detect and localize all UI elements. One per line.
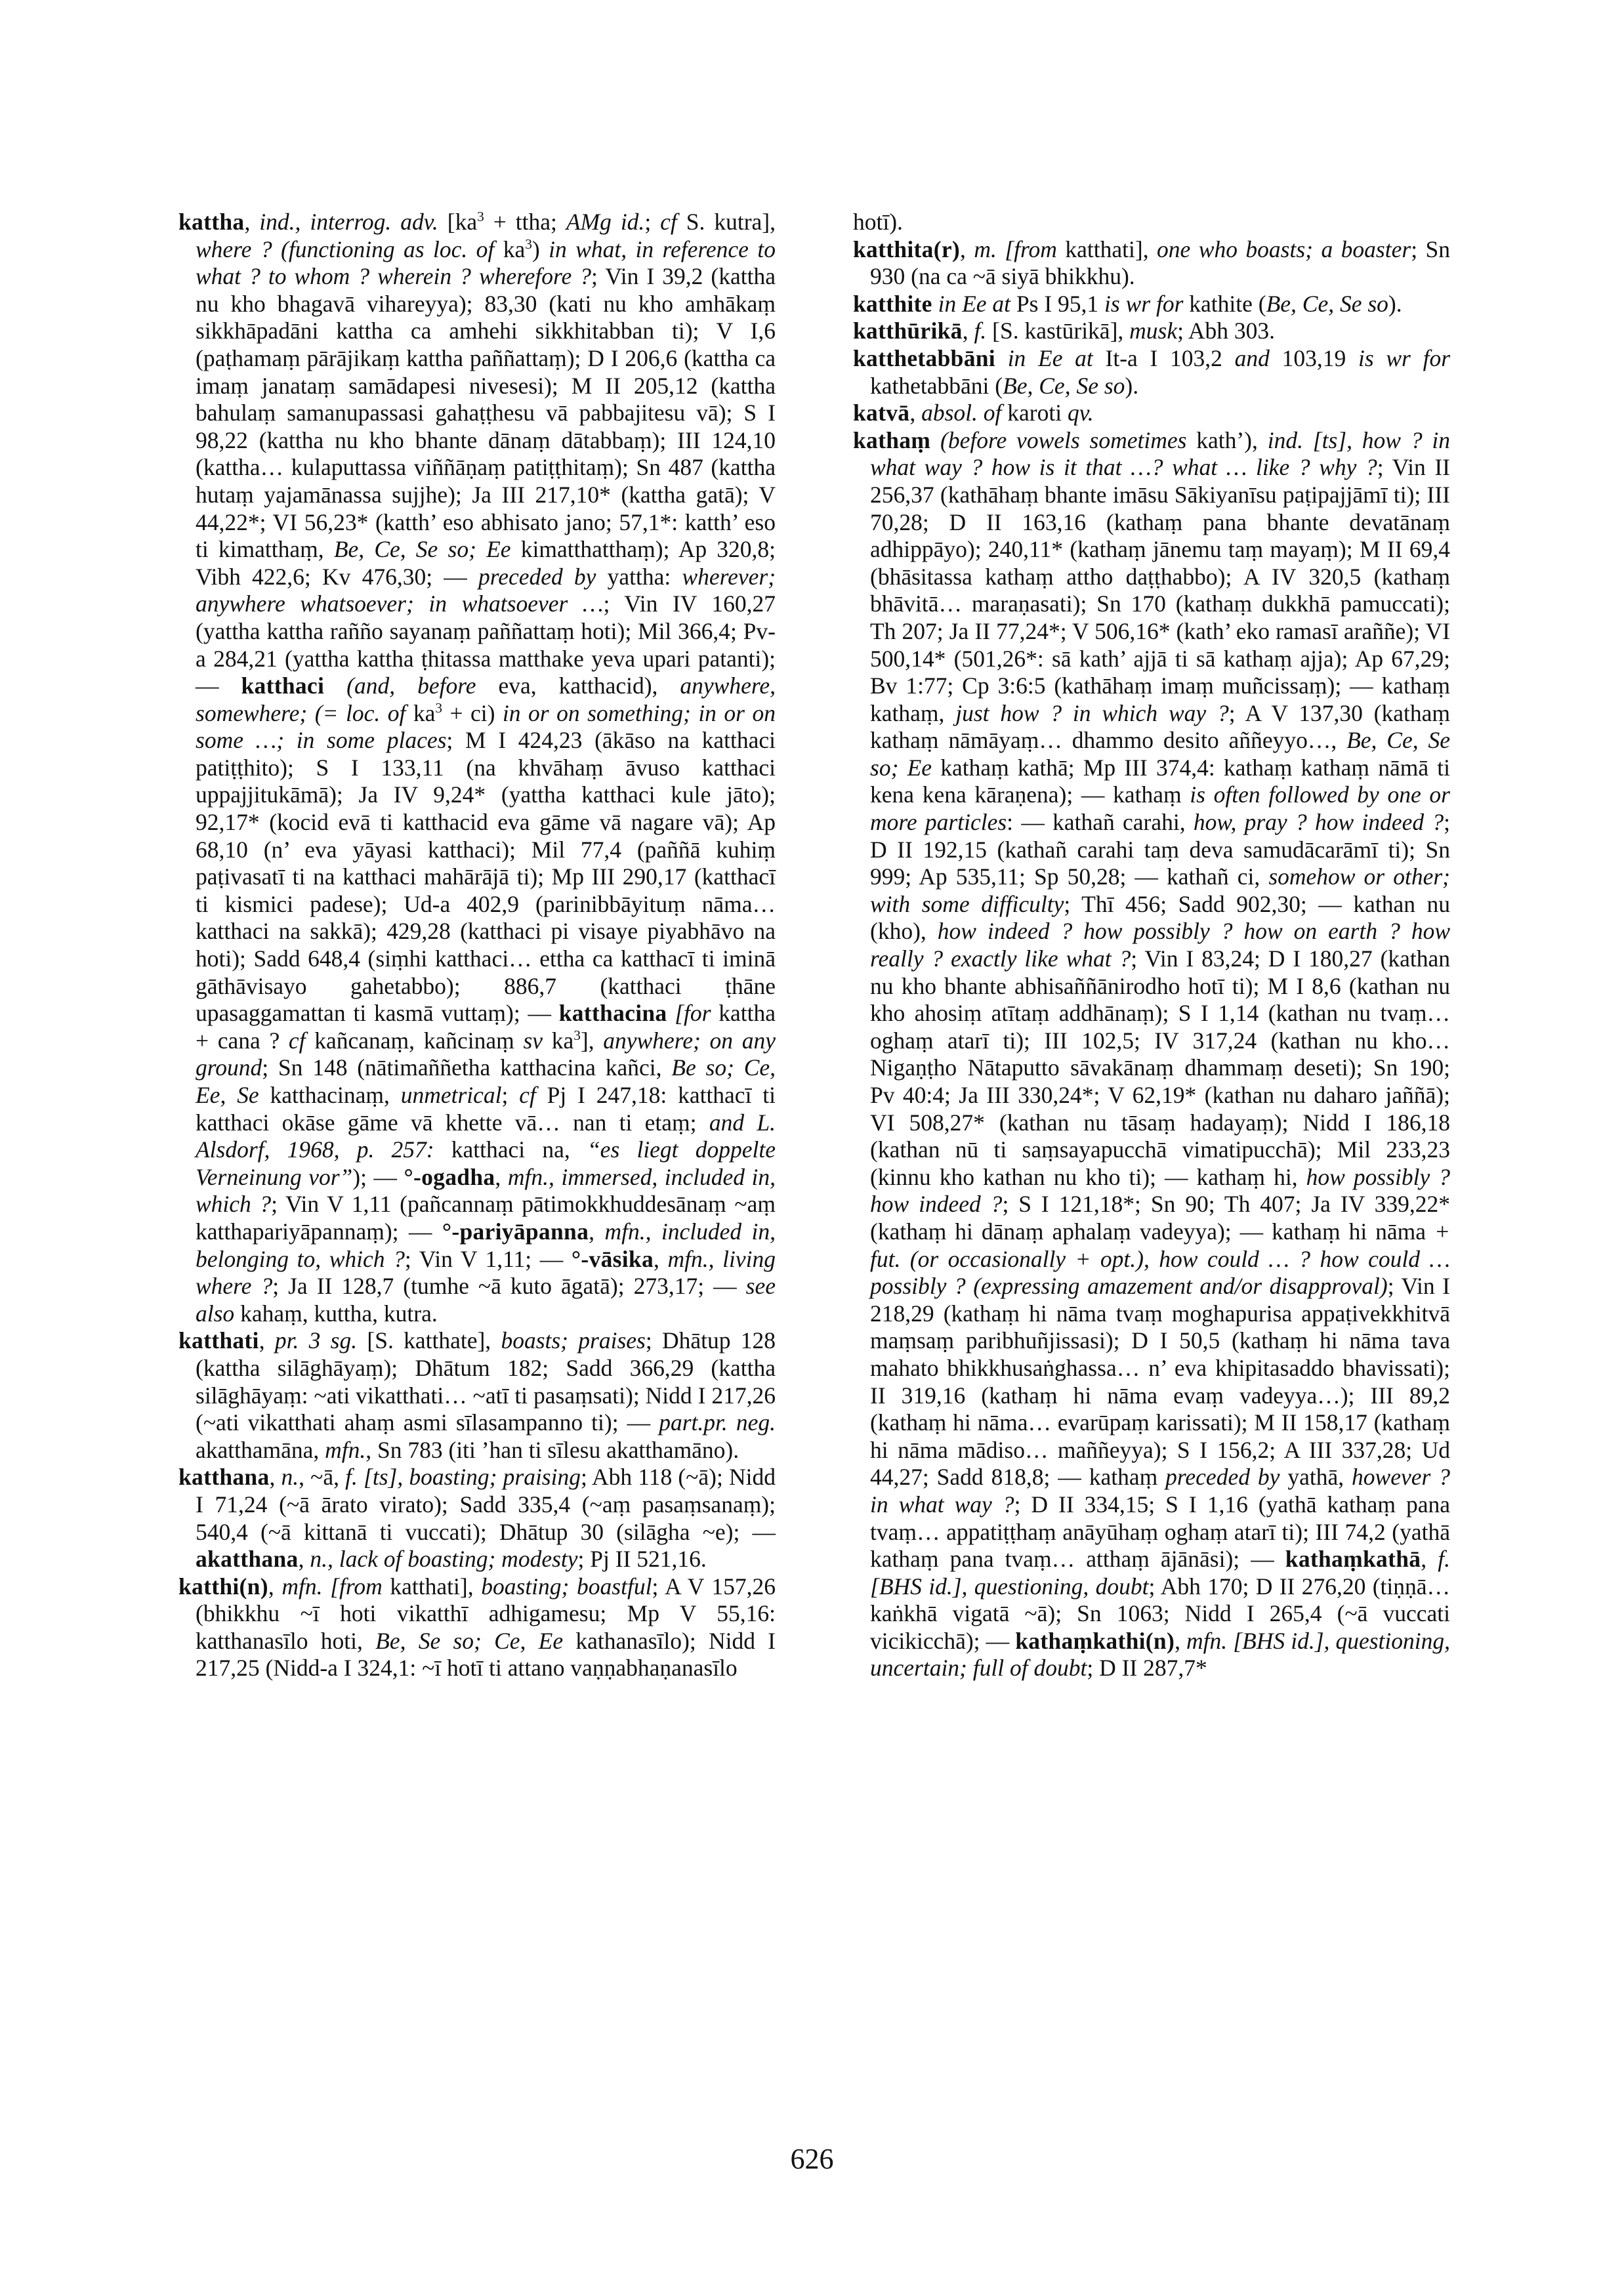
entry-text: 3 bbox=[435, 699, 442, 716]
entry-text: katthaci na, bbox=[434, 1136, 587, 1163]
entry-text: , bbox=[962, 318, 974, 344]
dictionary-entry bbox=[853, 345, 1450, 400]
entry-text: in what, in reference to what ? to whom ? wherein ? wherefore ? bbox=[196, 236, 776, 290]
entry-text: is wr for bbox=[1104, 290, 1184, 317]
entry-headword: katthi(n) bbox=[178, 1573, 268, 1600]
entry-text: ). bbox=[1388, 290, 1402, 317]
entry-text: in Ee at bbox=[938, 290, 1011, 317]
entry-text: : — kathañ carahi, bbox=[1007, 809, 1194, 836]
entry-text: ; Vin II 256,37 (kathāhaṃ bhante imāsu Sākiyanīsu paṭipajjāmī ti); III 70,28; D II 163,16 (kathaṃ pana bhante devatānaṃ adhippāyo); 240,11* (kathaṃ jānemu taṃ mayaṃ); M II 69,4 (bhāsitassa kathaṃ attho daṭṭhabbo); A IV 320,5 (kathaṃ bhāvitā… maraṇasati); Sn 170 (kathaṃ dukkhā pamuccati); Th 207; Ja II 77,24*; V 506,16* (kath’ eko ramasī araññe); VI 500,14* (501,26*: sā kath’ ajjā ti sā kathaṃ ajja); Ap 67,29; Bv 1:77; Cp 3:6:5 (kathāhaṃ imaṃ muñcissaṃ); — kathaṃ kathaṃ, bbox=[870, 454, 1450, 726]
entry-text: (and, before bbox=[324, 672, 476, 699]
entry-text: cf bbox=[288, 1027, 306, 1054]
entry-text: f. [ts], boasting; praising bbox=[345, 1464, 581, 1491]
entry-headword: katthūrikā bbox=[853, 318, 963, 344]
entry-text: kahaṃ, kuttha, kutra. bbox=[234, 1300, 438, 1327]
entry-text: wherever; anywhere whatsoever; in whatsoever … bbox=[196, 563, 776, 617]
entry-headword: katvā bbox=[853, 400, 910, 426]
sub-headword: °-ogadha bbox=[404, 1163, 495, 1190]
entry-text: ; A V 137,30 (kathaṃ kathaṃ nāmāyaṃ… dhammo desito aññeyyo…, bbox=[870, 699, 1450, 754]
entry-text: , bbox=[268, 1573, 282, 1600]
entry-text bbox=[932, 291, 938, 317]
sub-headword: kathaṃkathā bbox=[1285, 1546, 1421, 1573]
entry-text: eva, katthacid), bbox=[476, 672, 680, 699]
entry-text: + ci) bbox=[442, 699, 503, 726]
dictionary-entry bbox=[178, 209, 776, 1327]
entry-text bbox=[930, 427, 940, 453]
dictionary-entry bbox=[853, 318, 1450, 345]
entry-text: ind., interrog. adv. bbox=[259, 209, 438, 235]
entry-text: ka bbox=[494, 236, 526, 262]
entry-text: however ? in what way ? bbox=[870, 1464, 1451, 1518]
entry-text: ; Vin I 83,24; D I 180,27 (kathan nu kho bhante abhisaññānirodho hotī ti); M I 8,6 (kathan nu kho ahosiṃ atītaṃ addhānaṃ); S I 1,14 (kathan nu tvaṃ… oghaṃ atarī ti); III 102,5; IV 317,24 (kathan nu kho… Nigaṇṭho Nātaputto sāvakānaṃ dhammaṃ deseti); Sn 190; Pv 40:4; Ja III 330,24*; V 62,19* (kathan nu daharo jaññā); VI 508,27* (kathan nu tāsaṃ hadayaṃ); Nidd I 186,18 (kathan nū ti saṃsayapucchā vimatipucchā); Mil 233,23 (kinnu kho kathan nu kho ti); — kathaṃ hi, bbox=[870, 945, 1450, 1190]
entry-text: , bbox=[960, 236, 974, 262]
entry-text: is wr for bbox=[1358, 344, 1451, 371]
entry-headword: katthana bbox=[178, 1464, 270, 1491]
left-column bbox=[178, 209, 776, 1682]
entry-text: 3 bbox=[477, 209, 484, 225]
entry-text: preceded by bbox=[1165, 1464, 1280, 1491]
entry-text: ; S I 121,18*; Sn 90; Th 407; Ja IV 339,22* (kathaṃ hi dānaṃ aphalaṃ vadeyya); — kathaṃ hi nāma bbox=[870, 1191, 1450, 1245]
entry-text: kath’), bbox=[1186, 426, 1268, 453]
entry-text: , bbox=[909, 400, 922, 426]
entry-text: ; Abh 303. bbox=[1177, 318, 1276, 344]
entry-text: + ttha; bbox=[484, 209, 566, 235]
sub-headword: katthaci bbox=[241, 672, 325, 699]
entry-text: ) bbox=[531, 236, 549, 262]
entry-text: mfn., immersed, included in, which ? bbox=[196, 1163, 776, 1218]
entry-text: Be, Ce, Se so bbox=[1266, 290, 1388, 317]
entry-text: , Sn 783 (iti ’han ti sīlesu akatthamāno). bbox=[365, 1436, 739, 1463]
entry-text: ; Dhātup 128 (kattha silāghāyaṃ); Dhātum 182; Sadd 366,29 (kattha silāghāyaṃ: ~ati vikatthati… ~atī ti pasaṃsati); Nidd I 217,26 (~ati vikatthati ahaṃ asmi sīlasampanno ti); — bbox=[196, 1327, 776, 1436]
entry-text: ; D II 192,15 (kathañ carahi taṃ deva samudācarāmī ti); Sn 999; Ap 535,11; Sp 50,28; — kathañ ci, bbox=[870, 809, 1451, 890]
entry-text: m. [from bbox=[974, 236, 1057, 262]
entry-text: Pj I 247,18: katthacī ti katthaci okāse gāme vā khette vā… nan ti etaṃ; bbox=[196, 1082, 776, 1136]
entry-text: in or on something; in or on some …; in some places bbox=[196, 699, 776, 754]
entry-text: ; Vin V 1,11 (pañcannaṃ pātimokkhuddesānaṃ ~aṃ katthapariyāpannaṃ); — bbox=[196, 1191, 776, 1245]
entry-text: n. bbox=[281, 1464, 299, 1491]
entry-text: [S. katthate], bbox=[357, 1327, 501, 1354]
entry-text: sv bbox=[523, 1027, 543, 1054]
entry-text: boasts; praises bbox=[501, 1327, 646, 1354]
entry-text: , ~ā, bbox=[299, 1464, 346, 1491]
entry-text: mfn. [from bbox=[281, 1573, 383, 1600]
entry-text: ; Vin I 218,29 (kathaṃ hi nāma tvaṃ moghapurisa appaṭivekkhitvā maṃsaṃ paribhuñjissasi); D I 50,5 (kathaṃ hi nāma tava mahato bhikkhusaṅghassa… n’ eva khipitasaddo bhavissati); II 319,16 (kathaṃ hi nāma evaṃ vadeyya…); III 89,2 (kathaṃ hi nāma… evarūpaṃ karissati); M II 158,17 (kathaṃ hi nāma mādiso… maññeyya); S I 156,2; A III 337,28; Ud 44,27; Sadd 818,8; — kathaṃ bbox=[870, 1273, 1450, 1491]
entry-text: , bbox=[589, 1218, 605, 1245]
entry-text: ; Vin I 39,2 (kattha nu kho bhagavā vihareyya); 83,30 (kati nu kho amhākaṃ sikkhāpadāni kattha ca amhehi sikkhitabban ti); V I,6 (paṭhamaṃ pārājikaṃ kattha paññattaṃ); D I 206,6 (kattha ca imaṃ janataṃ samādapesi nivesesi); M II 205,12 (kattha bahulaṃ samanupassasi gahaṭṭhesu vā pabbajitesu vā); S I 98,22 (kattha nu kho bhante dānaṃ dātabbaṃ); III 124,10 (kattha… kulaputtassa viññāṇaṃ patiṭṭhitaṃ); Sn 487 (kattha hutaṃ yajamānassa sujjhe); Ja III 217,10* (kattha gatā); V 44,22*; VI 56,23* (katth’ eso abhisato jano; 57,1*: katth’ eso ti kimatthaṃ, bbox=[196, 263, 776, 563]
entry-text: kathanasīlo); Nidd I 217,25 (Nidd-a I 324,1: ~ī hotī ti attano vaṇṇabhaṇanasīlo bbox=[196, 1627, 776, 1682]
entry-headword: kathaṃ bbox=[853, 426, 931, 453]
entry-text: hotī). bbox=[853, 209, 903, 235]
entry-text: n., lack of boasting; modesty bbox=[310, 1546, 578, 1573]
entry-text: ; Thī 456; Sadd 902,30; — kathan nu (kho), bbox=[870, 890, 1450, 945]
entry-text: AMg id. bbox=[566, 209, 645, 235]
entry-text: see also bbox=[196, 1273, 776, 1327]
entry-headword: katthati bbox=[178, 1327, 259, 1354]
entry-text: Be, Se so; Ce, Ee bbox=[375, 1627, 564, 1654]
entry-text: mfn. bbox=[325, 1436, 366, 1463]
entry-text: how, pray ? how indeed ? bbox=[1193, 809, 1444, 836]
entry-text: kathetabbāni ( bbox=[870, 372, 1003, 399]
entry-headword: kattha bbox=[178, 209, 245, 235]
entry-text: just how ? in which way ? bbox=[955, 699, 1229, 726]
entry-text: Ps I 95,1 bbox=[1010, 290, 1105, 317]
entry-text: absol. of bbox=[921, 400, 1002, 426]
entry-text: kathaṃ kathā; Mp III 374,4: kathaṃ kathaṃ nāmā ti kena kena kāraṇena); — kathaṃ bbox=[870, 754, 1450, 808]
entry-text: katthati], bbox=[382, 1573, 482, 1600]
entry-text: mfn., included in, belonging to, which ? bbox=[196, 1218, 776, 1272]
entry-text: ). bbox=[1125, 372, 1139, 399]
entry-text: ; M I 424,23 (ākāso na katthaci patiṭṭhito); S I 133,11 (na khvāhaṃ āvuso katthaci uppajjitukāmā); Ja IV 9,24* (yattha katthaci kule jāto); 92,17* (kocid evā ti katthacid eva gāme vā nagare vā); Ap 68,10 (n’ eva yāyasi katthaci); Mil 77,4 (paññā kuhiṃ paṭivasatī ti na katthaci mahārājā ti); Mp III 290,17 (katthacī ti kismici padese); Ud-a 402,9 (parinibbāyituṃ nāma… katthaci na sakkā); 429,28 (katthaci pi visaye piyabhāvo na hoti); Sadd 648,4 (siṃhi katthaci… ettha ca katthacī ti iminā gāthāvisayo gahetabbo); 886,7 (katthaci ṭhāne upasaggamattan ti kasmā vuttaṃ); — bbox=[196, 727, 776, 1027]
dictionary-entry bbox=[853, 427, 1450, 1682]
entry-text: unmetrical bbox=[400, 1082, 502, 1108]
entry-text: ); — bbox=[352, 1163, 404, 1190]
entry-text: katthacinaṃ, bbox=[259, 1082, 401, 1108]
entry-text: , bbox=[1421, 1546, 1438, 1573]
entry-text: [S. kastūrikā], bbox=[986, 318, 1130, 344]
entry-text: ; Vin V 1,11; — bbox=[404, 1245, 572, 1272]
sub-headword: katthacina bbox=[558, 1000, 667, 1027]
entry-text: anywhere; on any ground bbox=[196, 1027, 776, 1081]
entry-text: 3 bbox=[573, 1027, 581, 1043]
entry-text: ; Pj II 521,16. bbox=[577, 1546, 707, 1573]
entry-text: ; Sn 148 (nātimaññetha katthacina kañci, bbox=[262, 1054, 672, 1081]
entry-text: one who boasts; a boaster bbox=[1157, 236, 1411, 262]
entry-headword: katthite bbox=[853, 290, 932, 317]
entry-text: musk bbox=[1129, 318, 1178, 344]
entry-text: pr. 3 sg. bbox=[274, 1327, 358, 1354]
dictionary-entry bbox=[853, 209, 1450, 236]
entry-text: ; bbox=[644, 209, 661, 235]
entry-text: , bbox=[298, 1546, 310, 1573]
entry-text: + fut. (or occasionally + opt.), how could … ? how could … possibly ? (expressing amazement and/or disapproval) bbox=[870, 1218, 1450, 1300]
entry-text: in Ee at bbox=[1007, 344, 1093, 371]
sub-headword: °-pariyāpanna bbox=[442, 1218, 589, 1245]
dictionary-entry bbox=[853, 400, 1450, 427]
entry-text: ka bbox=[543, 1027, 574, 1054]
entry-text: part.pr. neg. bbox=[659, 1409, 776, 1436]
entry-text: , bbox=[259, 1327, 275, 1354]
entry-text: 3 bbox=[525, 236, 532, 252]
entry-text: ; D II 287,7* bbox=[1087, 1655, 1207, 1682]
entry-text: kimatthatthaṃ); Ap 320,8; Vibh 422,6; Kv 476,30; — bbox=[196, 536, 776, 590]
dictionary-entry bbox=[178, 1573, 776, 1682]
entry-text: katthati], bbox=[1056, 236, 1157, 262]
dictionary-entry bbox=[178, 1464, 776, 1573]
entry-text: qv. bbox=[1067, 400, 1094, 426]
dictionary-entry bbox=[178, 1327, 776, 1464]
entry-text: kattha + cana ? bbox=[196, 1000, 776, 1054]
entry-text: S. kutra], bbox=[677, 209, 776, 235]
entry-text: ], bbox=[580, 1027, 604, 1054]
entry-text: ; D II 334,15; S I 1,16 (yathā kathaṃ pana tvaṃ… appatiṭṭhaṃ anāyūhaṃ oghaṃ atarī ti); III 74,2 (yathā kathaṃ pana tvaṃ… atthaṃ ājānāsi); — bbox=[870, 1491, 1450, 1573]
entry-text: yattha: bbox=[596, 563, 682, 590]
entry-text: ; Abh 170; D II 276,20 (tiṇṇā… kaṅkhā vigatā ~ā); Sn 1063; Nidd I 265,4 (~ā vuccati vicikicchā); — bbox=[870, 1573, 1450, 1654]
entry-text: , bbox=[1175, 1627, 1187, 1654]
entry-text: ; Ja II 128,7 (tumhe ~ā kuto āgatā); 273,17; — bbox=[272, 1273, 746, 1300]
entry-text: , bbox=[244, 209, 260, 235]
entry-text: ind. [ts], how ? in what way ? how is it that …? what … like ? why ? bbox=[870, 426, 1451, 481]
entry-text: Be so; Ce, Ee, Se bbox=[196, 1054, 776, 1108]
entry-text: is often followed by one or more particles bbox=[870, 781, 1450, 836]
entry-text: mfn. [BHS id.], questioning, uncertain; full of doubt bbox=[870, 1627, 1450, 1682]
entry-text: Be, Ce, Se so; Ee bbox=[870, 727, 1450, 781]
dictionary-entry bbox=[853, 291, 1450, 318]
entry-headword: katthita(r) bbox=[853, 236, 961, 262]
entry-text: Be, Ce, Se so; Ee bbox=[333, 536, 511, 563]
entry-text bbox=[995, 345, 1008, 371]
entry-text: f. bbox=[974, 318, 987, 344]
entry-text: karoti bbox=[1001, 400, 1068, 426]
entry-text: 103,19 bbox=[1269, 344, 1358, 371]
sub-headword: akatthana bbox=[196, 1546, 299, 1573]
entry-text: ; bbox=[501, 1082, 520, 1108]
entry-text: how indeed ? how possibly ? how on earth ? how really ? exactly like what ? bbox=[870, 918, 1450, 972]
entry-text: preceded by bbox=[478, 563, 596, 590]
entry-text: , bbox=[654, 1245, 668, 1272]
sub-headword: °-vāsika bbox=[571, 1245, 654, 1272]
entry-text: boasting; boastful bbox=[481, 1573, 652, 1600]
entry-text: f. [BHS id.], questioning, doubt bbox=[870, 1546, 1450, 1600]
entry-text: and bbox=[1234, 344, 1270, 371]
entry-text: Be, Ce, Se so bbox=[1003, 372, 1125, 399]
entry-text: kathite ( bbox=[1183, 290, 1266, 317]
right-column bbox=[853, 209, 1450, 1682]
entry-text: [ka bbox=[438, 209, 478, 235]
entry-text: and L. Alsdorf, 1968, p. 257: bbox=[196, 1109, 776, 1163]
entry-text: anywhere, somewhere; (= loc. of bbox=[196, 672, 776, 726]
entry-text: ; Abh 118 (~ā); Nidd I 71,24 (~ā ārato virato); Sadd 335,4 (~aṃ pasaṃsanaṃ); 540,4 (~ā kittanā ti vuccati); Dhātup 30 (silāgha ~e); — bbox=[196, 1464, 776, 1545]
entry-text: yathā, bbox=[1280, 1464, 1352, 1491]
entry-text: , bbox=[495, 1163, 508, 1190]
entry-text: (before vowels sometimes bbox=[940, 426, 1187, 453]
entry-text: ka bbox=[406, 699, 436, 726]
entry-text: where ? (functioning as loc. of bbox=[196, 236, 495, 262]
dictionary-entry bbox=[853, 236, 1450, 291]
sub-headword: kathaṃkathi(n) bbox=[1015, 1627, 1175, 1654]
entry-text: ; Vin IV 160,27 (yattha kattha rañño sayanaṃ paññattaṃ hoti); Mil 366,4; Pv-a 284,21 (yattha kattha ṭhitassa matthake yeva upari patanti); — bbox=[196, 590, 776, 699]
entry-text: how possibly ? how indeed ? bbox=[870, 1163, 1450, 1218]
page-number: 626 bbox=[790, 2143, 834, 2175]
entry-text: , bbox=[269, 1464, 281, 1491]
entry-headword: katthetabbāni bbox=[853, 344, 995, 371]
entry-text: somehow or other; with some difficulty bbox=[870, 863, 1450, 917]
entry-text: mfn., living where ? bbox=[196, 1245, 776, 1300]
entry-text: “es liegt doppelte Verneinung vor” bbox=[196, 1136, 776, 1190]
entry-text: akatthamāna, bbox=[196, 1436, 325, 1463]
entry-text: ; A V 157,26 (bhikkhu ~ī hoti vikatthī adhigamesu; Mp V 55,16: katthanasīlo hoti, bbox=[196, 1573, 776, 1654]
entry-text: cf bbox=[519, 1082, 536, 1108]
entry-text: It-a I 103,2 bbox=[1093, 344, 1235, 371]
entry-text: [for bbox=[667, 1000, 711, 1027]
entry-text: ; Sn 930 (na ca ~ā siyā bhikkhu). bbox=[870, 236, 1451, 290]
entry-text: kañcanaṃ, kañcinaṃ bbox=[305, 1027, 524, 1054]
entry-text: cf bbox=[660, 209, 677, 235]
